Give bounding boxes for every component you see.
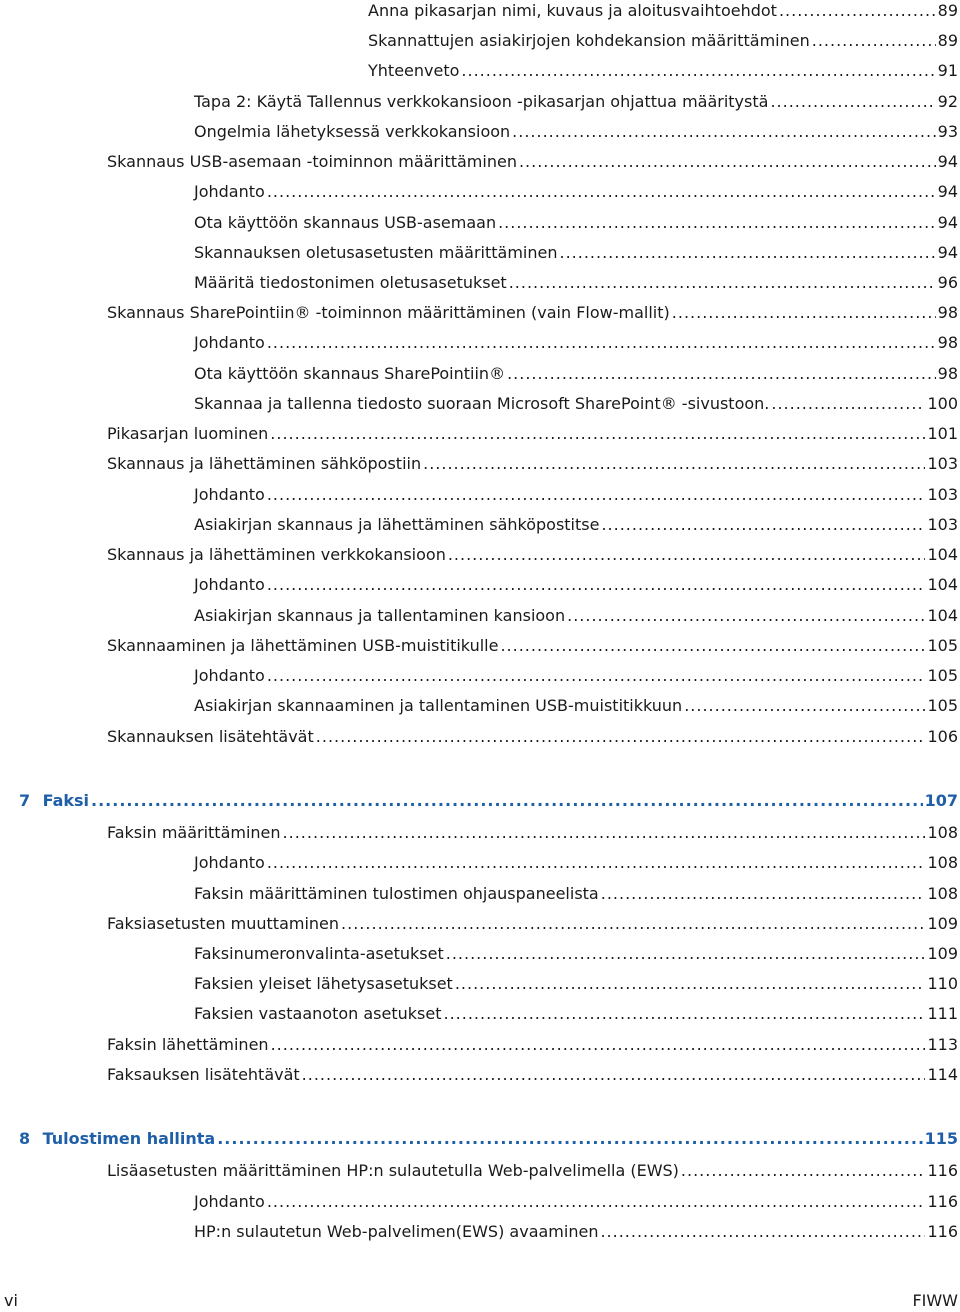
dot-leader: [672, 302, 936, 324]
toc-entry-page: 104: [927, 575, 958, 594]
toc-entry-title: Lisäasetusten määrittäminen HP:n sulautetulla Web-palvelimella (EWS): [107, 1161, 679, 1180]
toc-entry-page: 103: [927, 454, 958, 473]
toc-entry-title: Skannaus ja lähettäminen sähköpostiin: [107, 454, 422, 473]
dot-leader: [267, 484, 926, 506]
dot-leader: [559, 242, 935, 264]
dot-leader: [512, 121, 935, 143]
toc-entry[interactable]: [107, 302, 958, 324]
toc-entry[interactable]: [107, 1064, 958, 1086]
dot-leader: [600, 1221, 925, 1243]
footer-doc-code: FIWW: [912, 1291, 958, 1310]
toc-entry[interactable]: [368, 60, 958, 82]
toc-entry-page: 103: [927, 515, 958, 534]
toc-entry-page: 93: [937, 122, 958, 141]
toc-entry-page: 98: [937, 364, 958, 383]
dot-leader: [500, 635, 925, 657]
dot-leader: [771, 393, 925, 415]
toc-entry-title: Asiakirjan skannaus ja lähettäminen sähköpostitse: [194, 515, 600, 534]
toc-entry[interactable]: [194, 91, 958, 113]
dot-leader: [455, 973, 926, 995]
toc-entry-title: Johdanto: [194, 485, 265, 504]
toc-entry-page: 113: [927, 1035, 958, 1054]
toc-entry-title: Yhteenveto: [368, 61, 460, 80]
toc-entry-page: 104: [927, 545, 958, 564]
toc-entry-page: 91: [937, 61, 958, 80]
dot-leader: [519, 151, 936, 173]
toc-entry-title: Skannaus USB-asemaan -toiminnon määrittäminen: [107, 152, 517, 171]
dot-leader: [509, 272, 936, 294]
toc-entry[interactable]: [107, 726, 958, 748]
dot-leader: [446, 943, 926, 965]
toc-entry-page: 105: [927, 666, 958, 685]
toc-chapter-number: 8: [19, 1129, 31, 1148]
toc-entry-title: Tapa 2: Käytä Tallennus verkkokansioon -pikasarjan ohjattua määritystä: [194, 92, 769, 111]
dot-leader: [267, 332, 936, 354]
toc-entry[interactable]: [107, 544, 958, 566]
toc-entry[interactable]: [107, 1034, 958, 1056]
toc-entry-page: 105: [927, 636, 958, 655]
toc-chapter-title: [19, 790, 91, 812]
toc-entry-title: Faksin määrittäminen: [107, 823, 281, 842]
toc-entry-title: Anna pikasarjan nimi, kuvaus ja aloitusvaihtoehdot: [368, 1, 777, 20]
toc-entry-page: 111: [927, 1004, 958, 1023]
toc-entry-page: 109: [927, 914, 958, 933]
toc-entry[interactable]: [194, 181, 958, 203]
toc-entry-title: Faksauksen lisätehtävät: [107, 1065, 300, 1084]
toc-entry-title: HP:n sulautetun Web-palvelimen(EWS) avaaminen: [194, 1222, 599, 1241]
toc-entry[interactable]: [194, 973, 958, 995]
toc-entry[interactable]: [107, 635, 958, 657]
dot-leader: [507, 363, 936, 385]
toc-entry[interactable]: [107, 1160, 958, 1182]
dot-leader: [267, 1191, 926, 1213]
toc-entry[interactable]: [194, 695, 958, 717]
toc-entry[interactable]: [194, 1191, 958, 1213]
toc-chapter-title: [19, 1128, 217, 1150]
footer-page-number: vi: [4, 1291, 18, 1310]
toc-entry-page: 108: [927, 823, 958, 842]
toc-entry-page: 114: [927, 1065, 958, 1084]
toc-entry-page: 116: [927, 1161, 958, 1180]
toc-entry-page: 104: [927, 606, 958, 625]
toc-entry[interactable]: [194, 332, 958, 354]
toc-entry-page: 110: [927, 974, 958, 993]
toc-entry-page: 108: [927, 853, 958, 872]
toc-entry[interactable]: [107, 423, 958, 445]
toc-entry-page: 94: [937, 213, 958, 232]
toc-entry-page: 116: [927, 1222, 958, 1241]
toc-entry-title: Skannaus SharePointiin® -toiminnon määrittäminen (vain Flow-mallit): [107, 303, 670, 322]
toc-entry-page: 109: [927, 944, 958, 963]
toc-entry-page: 115: [924, 1129, 958, 1148]
toc-entry-title: Skannaaminen ja lähettäminen USB-muistitikulle: [107, 636, 499, 655]
toc-entry-page: 89: [937, 1, 958, 20]
toc-entry[interactable]: [194, 242, 958, 264]
dot-leader: [267, 665, 926, 687]
toc-entry[interactable]: [194, 393, 958, 415]
toc-chapter-tulostimen-hallinta[interactable]: [19, 1128, 958, 1150]
toc-entry[interactable]: [194, 272, 958, 294]
toc-entry-title: Pikasarjan luominen: [107, 424, 269, 443]
toc-chapter-name: Tulostimen hallinta: [42, 1129, 216, 1148]
dot-leader: [601, 883, 926, 905]
dot-leader: [567, 605, 925, 627]
toc-entry-title: Skannaa ja tallenna tiedosto suoraan Microsoft SharePoint® -sivustoon.: [194, 394, 770, 413]
toc-entry-page: 105: [927, 696, 958, 715]
dot-leader: [283, 822, 926, 844]
toc-entry[interactable]: [107, 913, 958, 935]
toc-entry-title: Faksin määrittäminen tulostimen ohjauspaneelista: [194, 884, 599, 903]
dot-leader: [302, 1064, 926, 1086]
toc-entry-title: Johdanto: [194, 182, 265, 201]
toc-entry-title: Skannauksen lisätehtävät: [107, 727, 314, 746]
toc-entry-page: 107: [924, 791, 958, 810]
toc-entry-title: Johdanto: [194, 575, 265, 594]
dot-leader: [267, 574, 926, 596]
toc-entry-title: Johdanto: [194, 1192, 265, 1211]
toc-entry-page: 89: [937, 31, 958, 50]
toc-entry-page: 116: [927, 1192, 958, 1211]
dot-leader: [267, 852, 926, 874]
toc-entry-page: 98: [937, 333, 958, 352]
toc-entry-page: 94: [937, 182, 958, 201]
toc-entry[interactable]: [107, 822, 958, 844]
toc-entry-title: Skannaus ja lähettäminen verkkokansioon: [107, 545, 446, 564]
dot-leader: [461, 60, 935, 82]
toc-entry-title: Skannauksen oletusasetusten määrittäminen: [194, 243, 558, 262]
toc-entry[interactable]: [194, 574, 958, 596]
dot-leader: [448, 544, 926, 566]
toc-entry-page: 108: [927, 884, 958, 903]
dot-leader: [812, 30, 936, 52]
dot-leader: [443, 1003, 925, 1025]
toc-entry-title: Faksinumeronvalinta-asetukset: [194, 944, 444, 963]
dot-leader: [316, 726, 926, 748]
toc-entry-page: 98: [937, 303, 958, 322]
toc-entry-page: 92: [937, 92, 958, 111]
toc-entry[interactable]: [194, 363, 958, 385]
toc-entry[interactable]: [107, 453, 958, 475]
toc-entry[interactable]: [194, 514, 958, 536]
dot-leader: [271, 1034, 926, 1056]
toc-entry[interactable]: [194, 121, 958, 143]
dot-leader: [770, 91, 935, 113]
toc-entry-page: 94: [937, 243, 958, 262]
toc-entry[interactable]: [194, 665, 958, 687]
toc-entry-title: Määritä tiedostonimen oletusasetukset: [194, 273, 507, 292]
dot-leader: [684, 695, 925, 717]
dot-leader: [267, 181, 936, 203]
toc-entry-title: Ongelmia lähetyksessä verkkokansioon: [194, 122, 511, 141]
dot-leader: [601, 514, 925, 536]
dot-leader: [779, 0, 936, 22]
toc-entry-title: Johdanto: [194, 333, 265, 352]
toc-entry[interactable]: [194, 605, 958, 627]
toc-entry-title: Ota käyttöön skannaus SharePointiin®: [194, 364, 506, 383]
toc-entry-page: 96: [937, 273, 958, 292]
toc-entry[interactable]: [107, 151, 958, 173]
toc-entry[interactable]: [194, 883, 958, 905]
dot-leader: [423, 453, 925, 475]
toc-entry-title: Ota käyttöön skannaus USB-asemaan: [194, 213, 497, 232]
toc-entry-title: Johdanto: [194, 666, 265, 685]
toc-entry-title: Asiakirjan skannaaminen ja tallentaminen USB-muistitikkuun: [194, 696, 683, 715]
toc-entry-page: 103: [927, 485, 958, 504]
toc-entry[interactable]: [194, 484, 958, 506]
dot-leader: [498, 212, 936, 234]
toc-entry-title: Faksiasetusten muuttaminen: [107, 914, 340, 933]
toc-entry[interactable]: [194, 212, 958, 234]
toc-entry[interactable]: [194, 1221, 958, 1243]
dot-leader: [681, 1160, 926, 1182]
toc-entry[interactable]: [194, 943, 958, 965]
dot-leader: [270, 423, 925, 445]
toc-entry-page: 100: [927, 394, 958, 413]
toc-entry[interactable]: [368, 0, 958, 22]
dot-leader: [91, 790, 923, 812]
toc-entry-title: Faksien yleiset lähetysasetukset: [194, 974, 453, 993]
toc-entry-page: 101: [927, 424, 958, 443]
toc-chapter-faksi[interactable]: [19, 790, 958, 812]
toc-chapter-name: Faksi: [42, 791, 90, 810]
toc-entry[interactable]: [194, 1003, 958, 1025]
dot-leader: [217, 1128, 922, 1150]
toc-entry-title: Asiakirjan skannaus ja tallentaminen kansioon: [194, 606, 566, 625]
toc-entry-title: Faksien vastaanoton asetukset: [194, 1004, 442, 1023]
toc-entry-title: Johdanto: [194, 853, 265, 872]
dot-leader: [341, 913, 925, 935]
toc-entry[interactable]: [194, 852, 958, 874]
toc-entry[interactable]: [368, 30, 958, 52]
toc-chapter-number: 7: [19, 791, 31, 810]
toc-entry-title: Faksin lähettäminen: [107, 1035, 269, 1054]
toc-entry-page: 94: [937, 152, 958, 171]
toc-entry-title: Skannattujen asiakirjojen kohdekansion määrittäminen: [368, 31, 810, 50]
toc-entry-page: 106: [927, 727, 958, 746]
